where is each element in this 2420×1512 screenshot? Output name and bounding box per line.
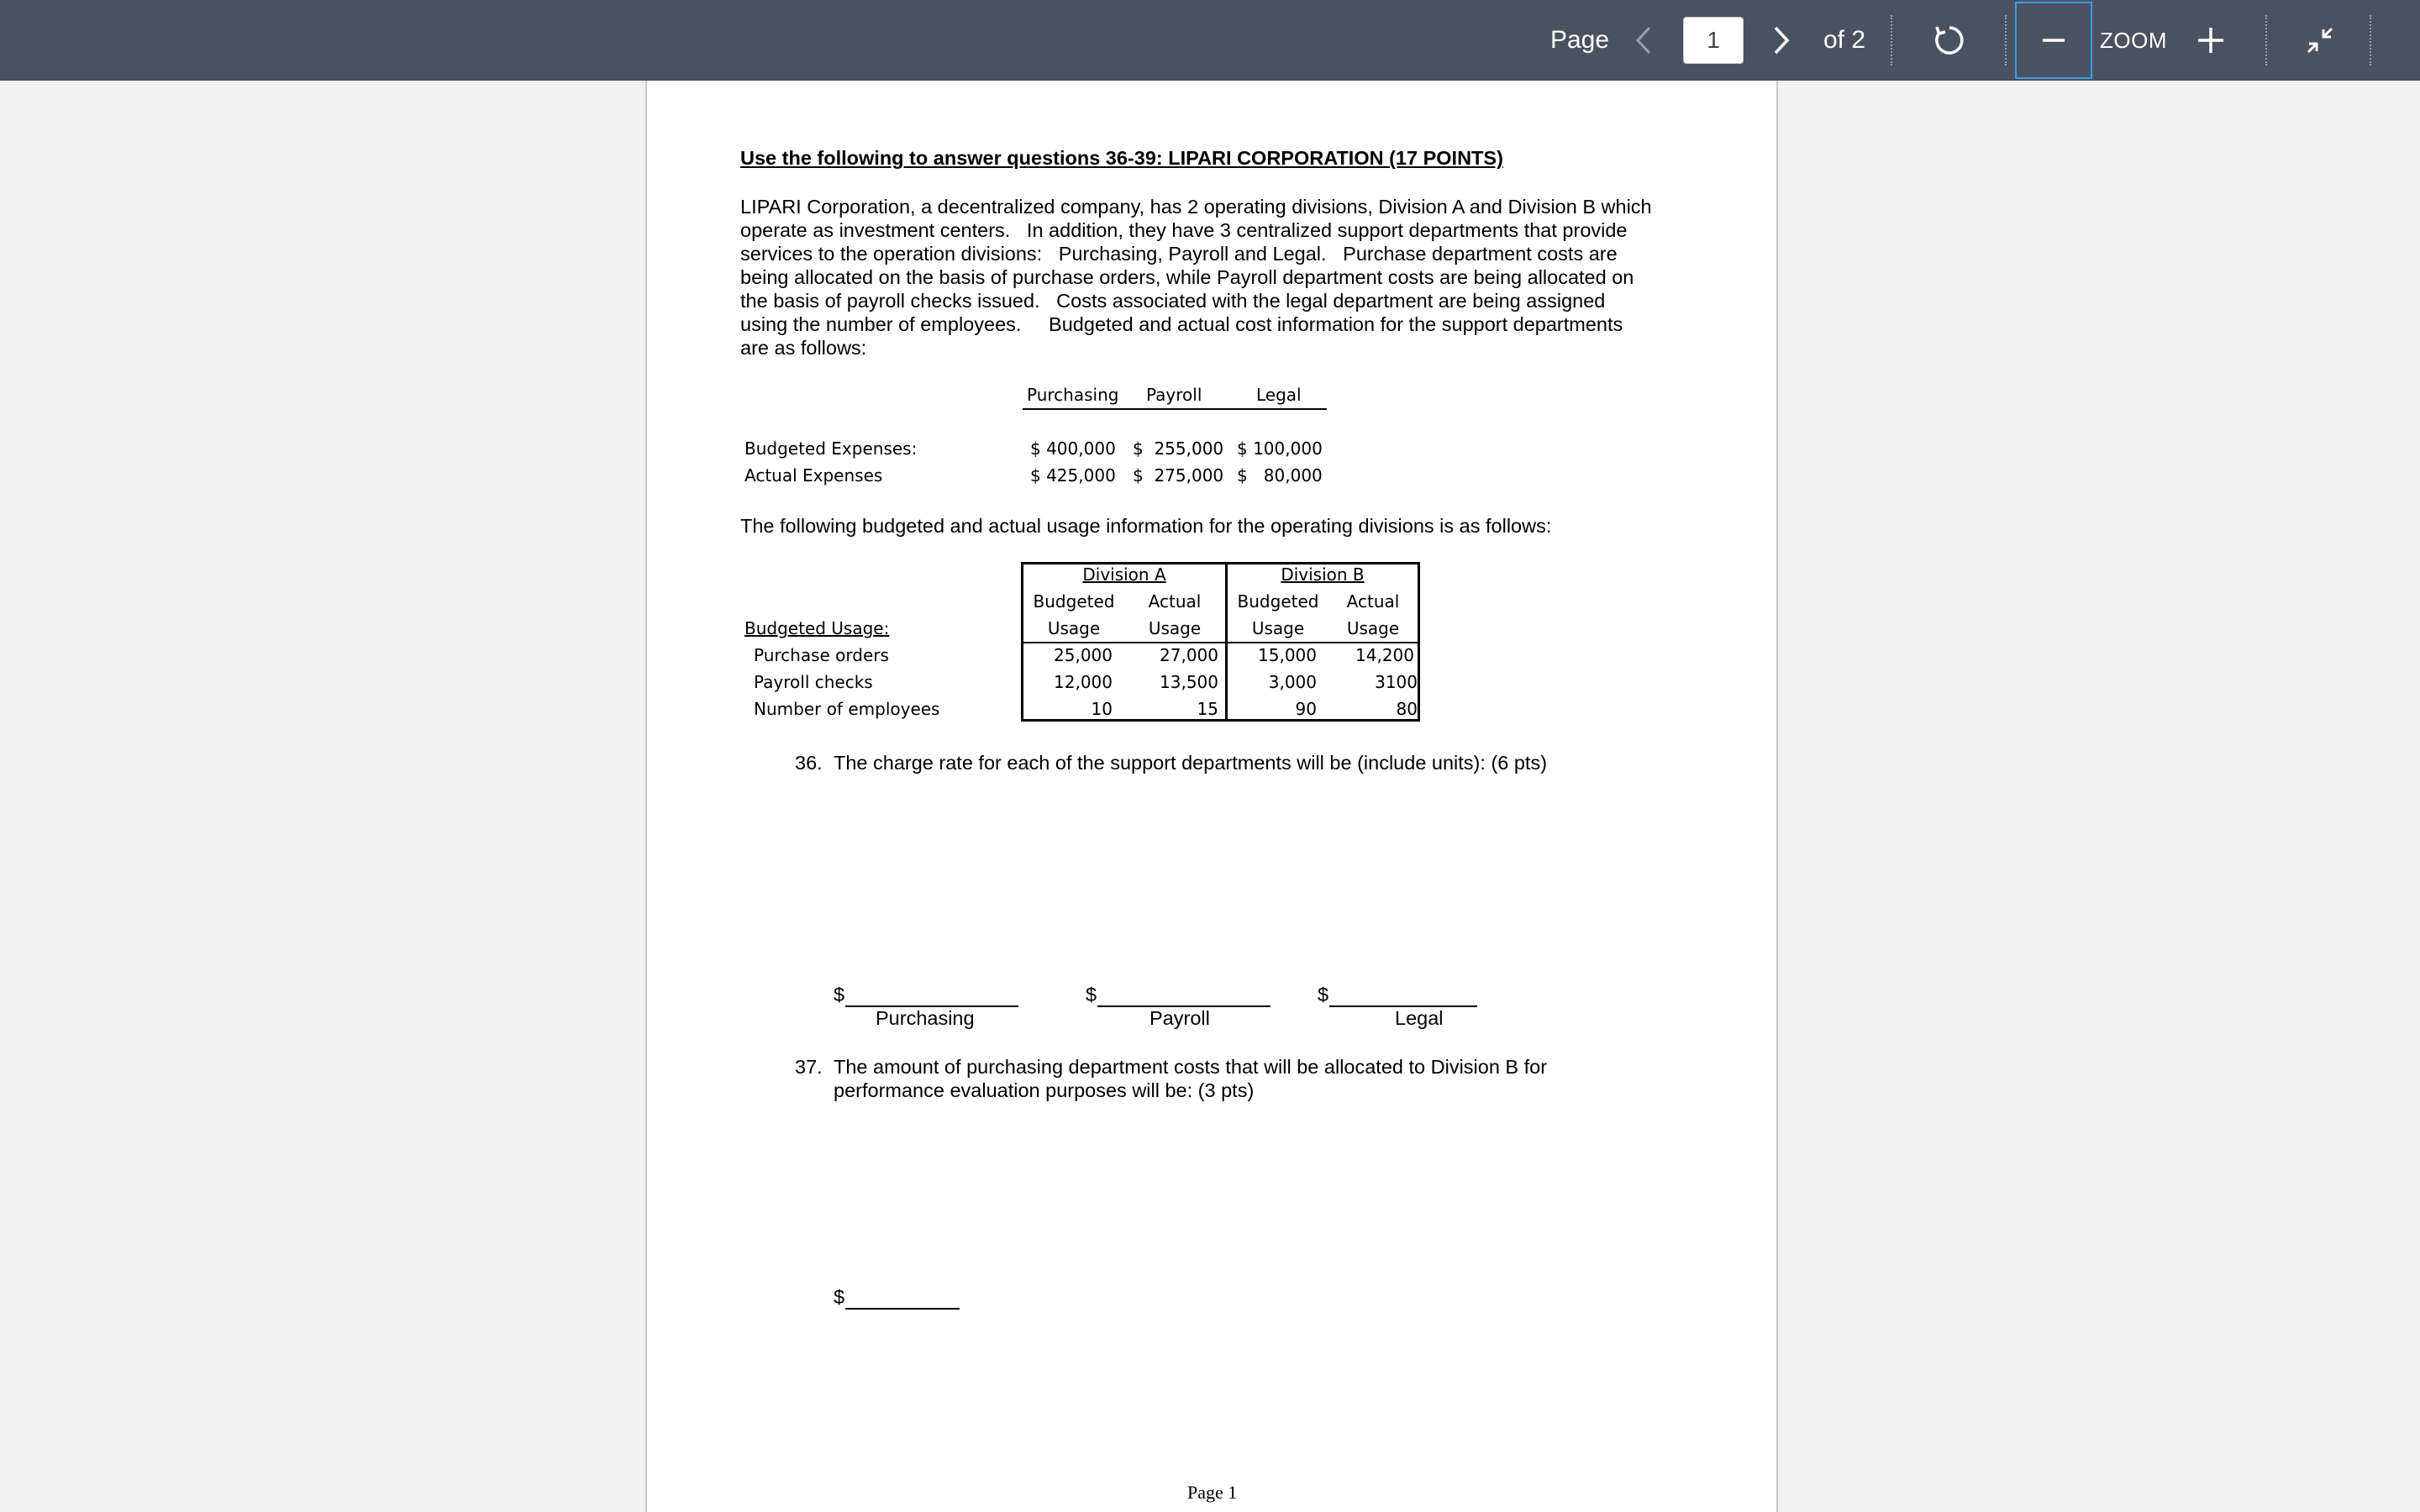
expense-cell: $ 80,000 [1237, 465, 1323, 486]
budgeted-usage-label: Budgeted Usage: [744, 618, 890, 638]
usage-cell: 15,000 [1258, 645, 1317, 665]
paragraph-line: operate as investment centers. In addition, they have 3 centralized support departments that provide [740, 219, 1628, 241]
page-footer: Page 1 [1187, 1482, 1238, 1503]
collapse-icon [2305, 25, 2335, 55]
col-bottom: Usage [1047, 618, 1101, 638]
paragraph-line: using the number of employees. Budgeted and actual cost information for the support departments [740, 313, 1623, 335]
usage-row-label: Payroll checks [754, 672, 873, 692]
blank-label-purchasing: Purchasing [876, 1007, 975, 1029]
zoom-label: ZOOM [2100, 27, 2167, 53]
usage-cell: 12,000 [1054, 672, 1113, 692]
q37-number: 37. [795, 1056, 823, 1078]
expense-cell: $ 425,000 [1030, 465, 1116, 486]
paragraph-line: being allocated on the basis of purchase orders, while Payroll department costs are being allocated on [740, 266, 1634, 288]
col-top: Budgeted [1033, 591, 1115, 612]
usage-cell: 13,500 [1160, 672, 1218, 692]
chevron-right-icon [1771, 25, 1791, 55]
prev-page-button[interactable] [1625, 0, 1662, 81]
col-top: Budgeted [1237, 591, 1319, 612]
usage-intro: The following budgeted and actual usage information for the operating divisions is as follows: [740, 515, 1552, 537]
col-bottom: Usage [1251, 618, 1305, 638]
col-top: Actual [1148, 591, 1202, 612]
expense-row-label: Budgeted Expenses: [744, 438, 918, 459]
usage-cell: 27,000 [1160, 645, 1218, 665]
usage-cell: 80 [1396, 699, 1418, 719]
toolbar-separator [2370, 15, 2371, 66]
zoom-out-button[interactable] [2015, 2, 2092, 79]
fit-page-button[interactable] [2301, 0, 2339, 81]
usage-row-label: Purchase orders [754, 645, 889, 665]
page-number-input[interactable]: 1 [1683, 17, 1744, 64]
expense-row-label: Actual Expenses [744, 465, 883, 486]
usage-cell: 90 [1295, 699, 1317, 719]
expense-header-payroll: Payroll [1146, 385, 1202, 405]
division-b-header: Division B [1281, 564, 1365, 585]
paragraph-line: services to the operation divisions: Purchasing, Payroll and Legal. Purchase department costs are [740, 243, 1618, 265]
zoom-in-button[interactable] [2191, 0, 2230, 81]
expense-header-purchasing: Purchasing [1027, 385, 1119, 405]
col-bottom: Usage [1148, 618, 1202, 638]
answer-blank-q37[interactable] [845, 1308, 960, 1310]
usage-cell: 10 [1091, 699, 1113, 719]
toolbar-separator [2265, 15, 2267, 66]
expense-cell: $ 400,000 [1030, 438, 1116, 459]
q36-number: 36. [795, 752, 823, 774]
page-count-label: of 2 [1823, 26, 1866, 54]
paragraph-line: the basis of payroll checks issued. Costs associated with the legal department are being assigned [740, 290, 1606, 312]
dollar-sign: $ [834, 984, 845, 1005]
pdf-toolbar [0, 0, 2420, 81]
dollar-sign: $ [834, 1286, 845, 1308]
usage-cell: 3100 [1375, 672, 1418, 692]
minus-icon [2041, 28, 2066, 53]
next-page-button[interactable] [1763, 0, 1800, 81]
expense-cell: $ 275,000 [1133, 465, 1224, 486]
expense-header-legal: Legal [1256, 385, 1302, 405]
usage-row-label: Number of employees [754, 699, 940, 719]
division-a-header: Division A [1082, 564, 1166, 585]
toolbar-separator [2005, 15, 2007, 66]
expense-cell: $ 100,000 [1237, 438, 1323, 459]
blank-label-payroll: Payroll [1150, 1007, 1210, 1029]
usage-cell: 3,000 [1268, 672, 1317, 692]
q37-text-line1: The amount of purchasing department costs that will be allocated to Division B for [834, 1056, 1548, 1078]
chevron-left-icon [1634, 25, 1654, 55]
blank-label-legal: Legal [1395, 1007, 1444, 1029]
usage-cell: 25,000 [1054, 645, 1113, 665]
expense-header-underline [1023, 408, 1327, 410]
page-label: Page [1549, 26, 1610, 54]
q36-text: The charge rate for each of the support departments will be (include units): (6 pts) [834, 752, 1548, 774]
section-heading: Use the following to answer questions 36-39: LIPARI CORPORATION (17 POINTS) [740, 147, 1503, 169]
rotate-icon [1933, 24, 1966, 57]
pdf-page [645, 81, 1778, 1512]
dollar-sign: $ [1318, 984, 1329, 1005]
plus-icon [2196, 26, 2225, 55]
paragraph-line: are as follows: [740, 337, 867, 359]
usage-cell: 14,200 [1355, 645, 1414, 665]
col-bottom: Usage [1346, 618, 1400, 638]
col-top: Actual [1346, 591, 1400, 612]
q37-text-line2: performance evaluation purposes will be: (3 pts) [834, 1079, 1255, 1101]
expense-cell: $ 255,000 [1133, 438, 1224, 459]
rotate-button[interactable] [1931, 0, 1968, 81]
usage-cell: 15 [1197, 699, 1218, 719]
paragraph-line: LIPARI Corporation, a decentralized company, has 2 operating divisions, Division A and Division B which [740, 196, 1652, 218]
toolbar-separator [1891, 15, 1892, 66]
dollar-sign: $ [1086, 984, 1097, 1005]
